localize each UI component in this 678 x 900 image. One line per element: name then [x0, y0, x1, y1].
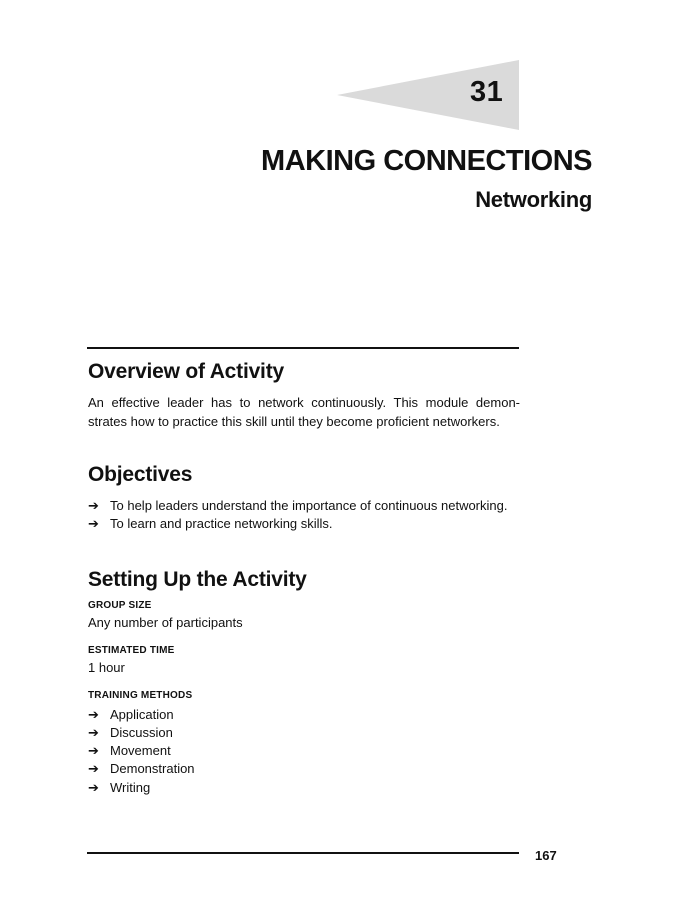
chapter-number: 31 — [470, 76, 504, 108]
list-item — [88, 724, 520, 742]
method-text: Application — [110, 706, 174, 722]
arrow-right-icon: ➔ — [88, 706, 99, 722]
overview-section — [88, 356, 520, 431]
estimated-time-value: 1 hour — [88, 659, 125, 675]
list-item — [88, 742, 520, 760]
method-text: Movement — [110, 743, 171, 759]
list-item — [88, 497, 520, 515]
arrow-right-icon: ➔ — [88, 516, 99, 532]
objective-text: To learn and practice networking skills. — [110, 516, 333, 532]
list-item — [88, 515, 520, 533]
footer-divider — [87, 852, 519, 854]
objectives-section — [88, 459, 520, 534]
list-item — [88, 760, 520, 778]
method-text: Discussion — [110, 724, 173, 740]
arrow-right-icon: ➔ — [88, 779, 99, 795]
list-item — [88, 706, 520, 724]
overview-heading: Overview of Activity — [88, 360, 284, 383]
setup-section — [88, 564, 520, 797]
objectives-heading: Objectives — [88, 463, 193, 486]
section-divider — [87, 347, 519, 349]
group-size-label: GROUP SIZE — [88, 599, 152, 611]
page-number: 167 — [535, 848, 557, 863]
method-text: Writing — [110, 779, 151, 795]
group-size-value: Any number of participants — [88, 614, 243, 630]
estimated-time-label: ESTIMATED TIME — [88, 644, 175, 656]
training-methods-label: TRAINING METHODS — [88, 689, 193, 701]
chapter-title: MAKING CONNECTIONS — [261, 145, 592, 177]
objectives-list — [88, 497, 520, 534]
objective-text: To help leaders understand the importance of continuous networking. — [110, 498, 508, 513]
method-text: Demonstration — [110, 761, 195, 777]
setup-heading: Setting Up the Activity — [88, 567, 307, 591]
arrow-right-icon: ➔ — [88, 761, 99, 777]
training-methods-list — [88, 706, 520, 797]
page-content — [88, 356, 520, 797]
list-item — [88, 779, 520, 797]
chapter-subtitle: Networking — [475, 187, 592, 212]
arrow-right-icon: ➔ — [88, 724, 99, 740]
arrow-right-icon: ➔ — [88, 498, 99, 513]
arrow-right-icon: ➔ — [88, 743, 99, 759]
overview-text: An effective leader has to network continuously. This module demon-strates how to practice this skill until they become proficient networkers. — [88, 395, 520, 429]
